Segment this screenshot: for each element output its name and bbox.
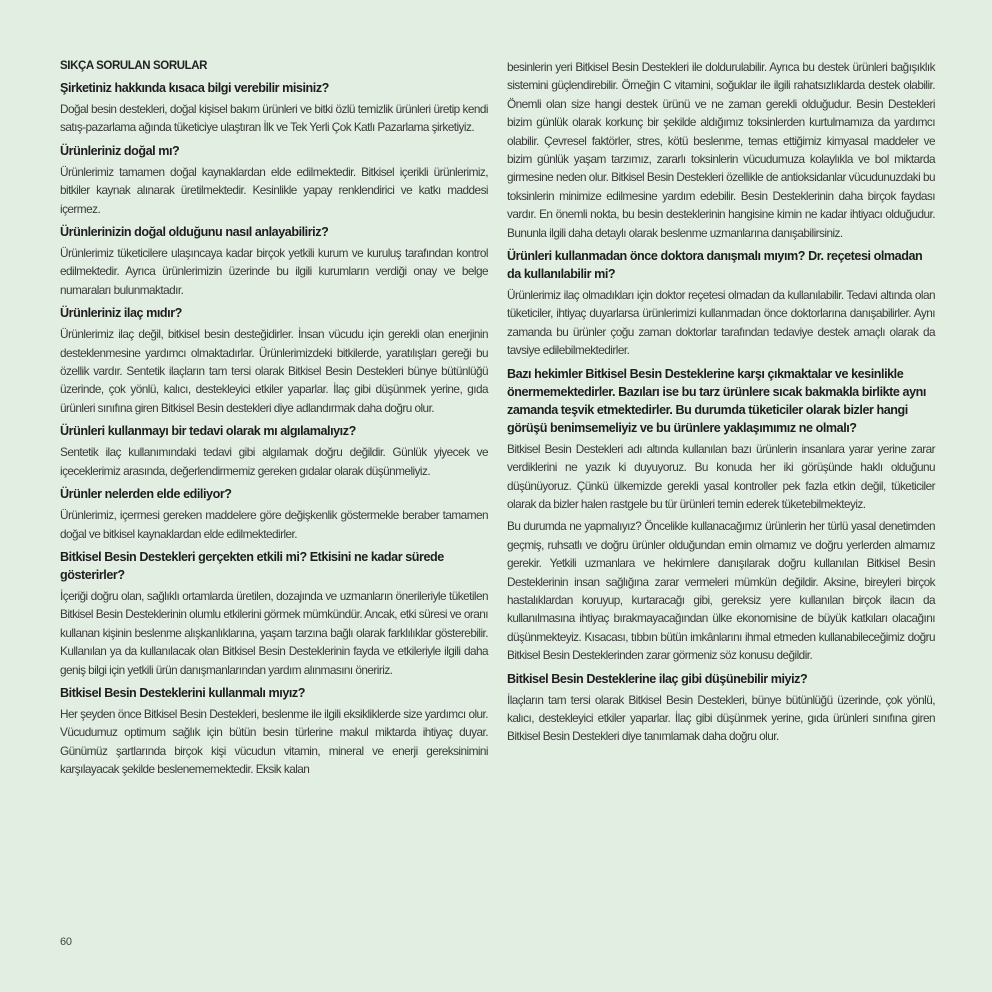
faq-answer: Sentetik ilaç kullanımındaki tedavi gibi algılamak doğru değildir. Günlük yiyecek ve içeceklerimiz arasında, değerlendirmemiz gereken gıdalar olarak düşünmeliyiz. [60,445,488,478]
right-faq-list [507,58,935,746]
faq-answer: Doğal besin destekleri, doğal kişisel bakım ürünleri ve bitki özlü temizlik ürünleri üretip kendi satış-pazarlama ağında tüketiciye ulaştıran İlk ve Tek Yerli Çok Katlı Pazarlama şirketiyiz. [60,102,488,135]
faq-question: Ürünleri kullanmayı bir tedavi olarak mı algılamalıyız? [60,424,356,439]
faq-question: Ürünleriniz ilaç mıdır? [60,306,182,321]
faq-answer: İçeriği doğru olan, sağlıklı ortamlarda üretilen, dozajında ve uzmanların önerileriyle tüketilen Bitkisel Besin Desteklerinin olumlu etkilerini görmek mümkündür. Ancak, etki süresi ve oranı kullanan kişinin beslenme alışkanlıklarına, yaşam tarzına bağlı olarak farklılıklar gösterebilir. Kullanılan ya da kullanılacak olan Bitkisel Besin Desteklerinin fayda ve etkileriyle ilgili daha geniş bilgi için yetkili ürün danışmanlarından yardım alınmasını öneririz. [60,588,488,677]
faq-question: Bitkisel Besin Destekleri gerçekten etkili mi? Etkisini ne kadar sürede gösterirler? [60,549,444,582]
page-number: 60 [60,936,72,948]
faq-question: Ürünler nelerden elde ediliyor? [60,487,232,502]
right-column [507,58,935,750]
faq-answer: Her şeyden önce Bitkisel Besin Destekleri, beslenme ile ilgili eksikliklerde size yardımcı olur. Vücudumuz optimum sağlık için bütün besin türlerine makul miktarda ihtiyaç duyar. Günümüz şartlarında birçok kişi vücudun vitamin, mineral ve enerji gereksinimini karşılayacak şekilde beslenememektedir. Eksik kalan [60,706,488,777]
faq-answer: Ürünlerimiz tamamen doğal kaynaklardan elde edilmektedir. Bitkisel içerikli ürünlerimiz, bitkiler kaynak alınarak üretilmektedir. Kesinlikle yapay renklendirici ve katkı maddesi içermez. [60,164,488,216]
faq-answer: Ürünlerimiz ilaç değil, bitkisel besin desteğidirler. İnsan vücudu için gerekli olan enerjinin desteklenmesine yardımcı olmaktadırlar. Ürünlerimizdeki bitkilerde, yaratılışları gereği bu özellik vardır. Sentetik ilaçların tam tersi olarak Bitkisel Besin Destekleri bünye bütünlüğü üzerinde, çok yönlü, kalıcı, destekleyici etkiler yaparlar. İlaç gibi düşünmek yerine, gıda ürünleri sınıfına giren Bitkisel Besin destekleri diye adlandırmak daha doğru olur. [60,327,488,415]
left-column [60,58,488,783]
faq-question: Bitkisel Besin Desteklerine ilaç gibi düşünebilir miyiz? [507,671,808,686]
faq-answer: Bitkisel Besin Destekleri adı altında kullanılan bazı ürünlerin insanlara yarar yerine zarar verdiklerini ne yazık ki duyuyoruz. Bu konuda her iki görüşünde haklı olduğunu düşünüyoruz. Çünkü ülkemizde gerekli yasal kontroller pek fazla etkin değil, tüketiciler olarak da bizler halen rastgele bu tür ürünleri temin ederek tüketebilmekteyiz. [507,441,935,511]
faq-answer: Ürünlerimiz tüketicilere ulaşıncaya kadar birçok yetkili kurum ve kuruluş tarafından kontrol edilmektedir. Ayrıca ürünlerimizin üzerinde bu ilgili kurumların verdiği onay ve belge numaraları bulunmaktadır. [60,246,488,297]
faq-answer: besinlerin yeri Bitkisel Besin Destekleri ile doldurulabilir. Ayrıca bu destek ürünleri bağışıklık sistemini güçlendirebilir. Örneğin C vitamini, soğuklar ile ilgili rahatsızlıklarda destek olabilir. Önemli olan size hangi destek ürünü ve ne zaman gerekli olduğudur. Besin Destekleri bizim günlük olarak korkunç bir şekilde aldığımız toksinlerden kurtulmamıza da yardımcı olabilir. Çevresel faktörler, stres, kötü beslenme, temas ettiğimiz kimyasal maddeler ve bizim günlük yaşam tarzımız, zararlı toksinlerin vücudumuza kolaylıkla ve bol miktarda girmesine neden olur. Bitkisel Besin Destekleri özellikle de antioksidanlar vücudunuzdaki bu toksinlerin minimize edilmesine yardım edebilir. Besin Desteklerinin daha birçok faydası vardır. En önemli nokta, bu besin desteklerinin hangisine kimin ne kadar ihtiyacı olduğudur. Bununla ilgili daha detaylı olarak beslenme uzmanlarına danışabilirsiniz. [507,60,935,240]
left-faq-list [60,79,488,779]
faq-question: Bitkisel Besin Desteklerini kullanmalı mıyız? [60,685,306,700]
faq-question: Şirketiniz hakkında kısaca bilgi verebilir misiniz? [60,81,329,95]
faq-question: Bazı hekimler Bitkisel Besin Desteklerine karşı çıkmaktalar ve kesinlikle önermemektedirler. Bazıları ise bu tarz ürünlere sıcak bakmakla birlikte aynı zamanda teşvik etmektedirler. Bu durumda tüketiciler olarak bizler hangi görüşü benimsemeliyiz ve bu ürünlere yaklaşımımız ne olmalı? [507,366,926,435]
faq-question: Ürünleri kullanmadan önce doktora danışmalı mıyım? Dr. reçetesi olmadan da kullanılabilir mi? [507,249,923,282]
faq-question: Ürünleriniz doğal mı? [60,143,180,158]
faq-answer: Ürünlerimiz ilaç olmadıkları için doktor reçetesi olmadan da kullanılabilir. Tedavi altında olan tüketiciler, ihtiyaç duyarlarsa ürünlerimizi kullanmadan önce doktorlarına danışabilirler. Aynı zamanda bu ürünler çoğu zaman doktorlar tarafından tedaviye destek amaçlı olarak da tavsiye edilebilmektedirler. [507,288,935,358]
faq-answer: Bu durumda ne yapmalıyız? Öncelikle kullanacağımız ürünlerin her türlü yasal denetimden geçmiş, ruhsatlı ve doğru ürünler olduğundan emin olmamız ve doğru yerlerden almamız gerekir. Yetkili uzmanlara ve hekimlere danışılarak doğru kullanılan Bitkisel Besin Desteklerinin insan sağlığına zarar vermeleri mümkün değildir. Aksine, bireyleri birçok hastalıklardan koruyup, kurtaracağı gibi, gereksiz yere kullanılan birçok ilacın da kullanılmasına ihtiyaç bırakmayacağından ülke ekonomisine de büyük katkıları olacağını düşünmekteyiz. Kısacası, tıbbın bütün imkânlarını ihmal etmeden kullanabileceğimiz doğru Bitkisel Besin Desteklerinden zarar görmeniz söz konusu değildir. [507,519,935,663]
faq-answer: Ürünlerimiz, içermesi gereken maddelere göre değişkenlik göstermekle beraber tamamen doğal ve bitkisel kaynaklardan elde edilmektedirler. [60,508,488,541]
faq-answer: İlaçların tam tersi olarak Bitkisel Besin Destekleri, bünye bütünlüğü üzerinde, çok yönlü, kalıcı, destekleyici etkiler yaparlar. İlaç gibi düşünmek yerine, gıda ürünleri sınıfına giren Bitkisel Besin Destekleri diye tanımlamak daha doğru olur. [507,692,935,744]
page-title: SIKÇA SORULAN SORULAR [60,60,208,72]
faq-question: Ürünlerinizin doğal olduğunu nasıl anlayabiliriz? [60,225,329,240]
